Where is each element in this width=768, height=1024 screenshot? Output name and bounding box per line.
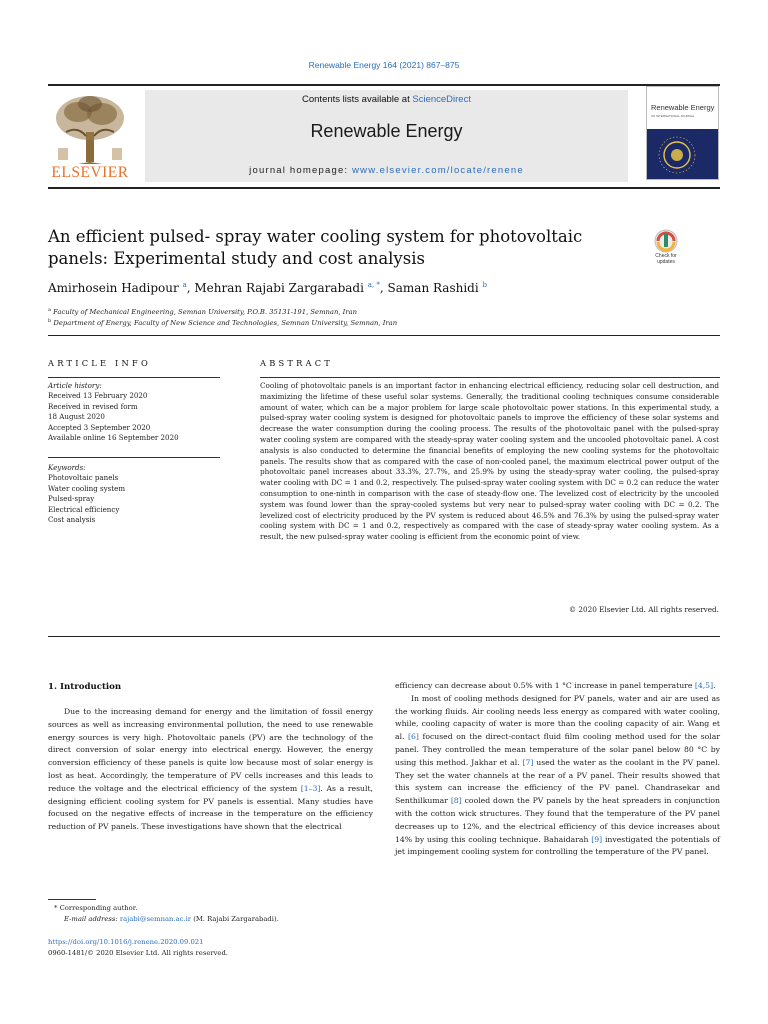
history-item: 18 August 2020 — [48, 412, 105, 422]
paragraph-text: In most of cooling methods designed for PV panels, water and air are used as the working fluids. Air cooling needs less energy as compared with water cooling, while, cooling capacity of water is more than the cooling capacity of air. Wang et al. — [395, 693, 720, 742]
affiliation-mark: b — [48, 318, 52, 324]
keyword-item: Electrical efficiency — [48, 504, 120, 514]
paragraph — [395, 693, 720, 859]
footnote-rule — [48, 899, 96, 900]
article-history — [48, 381, 220, 443]
paragraph-text: focused on the direct-contact fluid film cooling method used for the solar panel. They controlled the mean temperature of the solar panel below 80 °C by using this method. Jakhar et al. — [395, 732, 720, 767]
contents-available-line — [145, 94, 628, 105]
article-title: An efficient pulsed- spray water cooling system for photovoltaic panels: Experimental study and cost analysis — [48, 227, 583, 268]
journal-cover-thumbnail[interactable] — [646, 86, 719, 180]
reference-link[interactable]: [1–3] — [300, 783, 321, 793]
contents-prefix: Contents lists available at — [302, 94, 413, 105]
top-rule — [48, 84, 720, 86]
cover-artwork — [647, 129, 719, 180]
reference-link[interactable]: [6] — [408, 732, 419, 742]
crossmark-icon — [648, 229, 684, 255]
journal-homepage-line — [145, 165, 628, 176]
article-info-rule — [48, 377, 220, 378]
reference-link[interactable]: [7] — [522, 757, 534, 767]
reference-link[interactable]: [4,5] — [694, 681, 714, 690]
issn-copyright: 0960-1481/© 2020 Elsevier Ltd. All rights reserved. — [48, 949, 228, 957]
masthead-rule — [48, 187, 720, 189]
history-item: Received 13 February 2020 — [48, 391, 148, 401]
author-name[interactable]: Saman Rashidi — [387, 281, 479, 295]
paragraph-text: . As a result, designing efficient cooling system for PV panels is essential. Many studies have focused on the negative effects of increase in the temperature on the efficiency reduction of PV panels. These investigations have shown that the electrical — [48, 783, 373, 832]
section-heading-introduction: 1. Introduction — [48, 682, 122, 692]
reference-link[interactable]: [8] — [450, 796, 462, 806]
affiliation — [48, 307, 357, 316]
keyword-item: Pulsed-spray — [48, 494, 95, 504]
email-label: E-mail address: — [64, 914, 118, 923]
elsevier-logo[interactable] — [48, 92, 132, 182]
abstract-rule — [260, 377, 720, 378]
check-for-updates-badge[interactable] — [648, 229, 684, 265]
paragraph-text: used the water as the coolant in the PV panel. They set the water channels at the rear of a PV panel. Their results showed that this system can increase the efficiency of the PV panel. Chandrasekar and Senthilkumar — [395, 757, 720, 806]
doi-link[interactable]: https://doi.org/10.1016/j.renene.2020.09.021 — [48, 938, 204, 946]
affiliation — [48, 318, 397, 327]
cover-sunburst-icon — [647, 129, 719, 180]
keyword-item: Photovoltaic panels — [48, 473, 119, 483]
body-rule — [48, 636, 720, 637]
history-label: Article history: — [48, 381, 102, 390]
reference-link[interactable]: [9] — [591, 834, 603, 844]
affiliation-text: Department of Energy, Faculty of New Science and Technologies, Semnan University, Semnan, Iran — [53, 319, 398, 327]
journal-citation-link[interactable]: Renewable Energy 164 (2021) 867–875 — [308, 60, 460, 70]
history-item: Accepted 3 September 2020 — [48, 422, 151, 432]
affiliation-mark: a — [48, 307, 51, 313]
footnote-mark: * — [54, 904, 58, 912]
email-owner: (M. Rajabi Zargarabadi). — [193, 914, 279, 923]
paragraph-text: efficiency can decrease about 0.5% with 1 °C increase in panel temperature — [395, 681, 695, 690]
paragraph-text: cooled down the PV panels by the heat spreaders in conjunction with the cotton wick structures. They found that the temperature of the PV panel decreases up to 12%, and the electrical efficiency of this device increases about 14% by using this cooling technique. Bahaidarah — [395, 796, 720, 844]
abstract-heading: ABSTRACT — [260, 358, 334, 368]
cover-subtitle: AN INTERNATIONAL JOURNAL — [651, 114, 695, 118]
paragraph-continuation — [395, 680, 720, 693]
article-info-heading: ARTICLE INFO — [48, 358, 151, 368]
cover-title: Renewable Energy — [651, 103, 715, 112]
author-name[interactable]: Mehran Rajabi Zargarabadi — [194, 281, 364, 295]
elsevier-wordmark: ELSEVIER — [51, 164, 129, 181]
corresponding-author-label: Corresponding author. — [59, 904, 138, 912]
author-list: Amirhosein Hadipour $^a$, Mehran Rajabi Zargarabadi $^{a, *}$, Saman Rashidi $^b$ — [48, 281, 488, 295]
history-item: Available online 16 September 2020 — [48, 433, 179, 443]
abstract-copyright: © 2020 Elsevier Ltd. All rights reserved. — [568, 605, 719, 614]
author-affiliation-mark[interactable]: a, * — [367, 281, 380, 289]
author-name[interactable]: Amirhosein Hadipour — [48, 281, 179, 295]
info-rule — [48, 335, 720, 336]
keyword-item: Cost analysis — [48, 515, 96, 525]
paragraph-text: investigated the potentials of jet impingement cooling system for controlling the temperature of the PV panel. — [395, 834, 721, 857]
author-affiliation-mark[interactable]: b — [482, 281, 488, 289]
body-column-right — [395, 680, 720, 859]
paragraph-text: Due to the increasing demand for energy and the limitation of fossil energy sources as well as increasing environmental pollution, the need to use renewable energy sources is very high. Photovoltaic panels (PV) are the technology of the direct conversion of solar energy into electrical energy. However, the energy conversion efficiency of these panels is quite low because most of solar energy is lost as heat. Accordingly, the temperature of PV cells increases and this leads to reduce the voltage and the electrical efficiency of the system — [48, 707, 373, 793]
corresponding-author-footnote — [48, 903, 279, 924]
affiliation-text: Faculty of Mechanical Engineering, Semnan University, P.O.B. 35131-191, Semnan, Iran — [53, 308, 358, 316]
keyword-item: Water cooling system — [48, 483, 126, 493]
paragraph-text: . — [713, 681, 716, 690]
check-for-updates-label: Check for updates — [655, 253, 677, 265]
author-affiliation-mark[interactable]: a — [182, 281, 187, 289]
sciencedirect-link[interactable]: ScienceDirect — [412, 94, 471, 105]
homepage-prefix: journal homepage: — [249, 165, 353, 176]
abstract-text: Cooling of photovoltaic panels is an important factor in enhancing electrical efficiency, reducing solar cell destruction, and maximizing the lifetime of these useful solar systems. Generally, the traditional cooling techniques consume considerable amount of water, which can be a major problem for large scale photovoltaic power stations. In this experimental study, a pulsed-spray water cooling system is designed for photovoltaic panels to improve the efficiency of these solar systems and decrease the water consumption during the cooling process. The results of the photovoltaic panel with the pulsed-spray water cooling system are compared with the steady-spray water cooling system and the uncooled photovoltaic panel. A cost analysis is also conducted to determine the financial benefits of employing the new cooling systems for the photovoltaic panels. The results show that as compared with the case of non-cooled panel, the maximum electrical power output of the photovoltaic panel increases about 33.3%, 27.7%, and 25.9% by using the steady-spray water cooling, the pulsed-spray water cooling with DC = 1 and 0.2, respectively. The pulsed-spray water cooling system with DC = 0.2 can reduce the water consumption to one-ninth in comparison with the case of steady-flow one. The levelized cost of electricity by the uncooled system was found lower than the spray-cooled systems but very near to pulsed-spray water cooling with DC = 0.2. The levelized cost of electricity produced by the PV system is reduced about 46.5% and 76.3% by using the pulsed-spray water cooling system with DC = 1 and 0.2, respectively as compared with the case of steady-spray water cooling system. As a result, the new pulsed-spray water cooling is efficient from the economic point of view. — [260, 381, 719, 542]
keywords-rule — [48, 457, 220, 458]
journal-homepage-link[interactable]: www.elsevier.com/locate/renene — [352, 165, 524, 176]
body-column-left — [48, 706, 373, 834]
keywords-list — [48, 463, 220, 525]
journal-name: Renewable Energy — [310, 121, 463, 141]
history-item: Received in revised form — [48, 401, 138, 411]
email-link[interactable]: rajabi@semnan.ac.ir — [119, 914, 192, 923]
elsevier-tree-icon — [48, 92, 132, 166]
journal-masthead — [145, 90, 628, 182]
keywords-label: Keywords: — [48, 463, 86, 472]
